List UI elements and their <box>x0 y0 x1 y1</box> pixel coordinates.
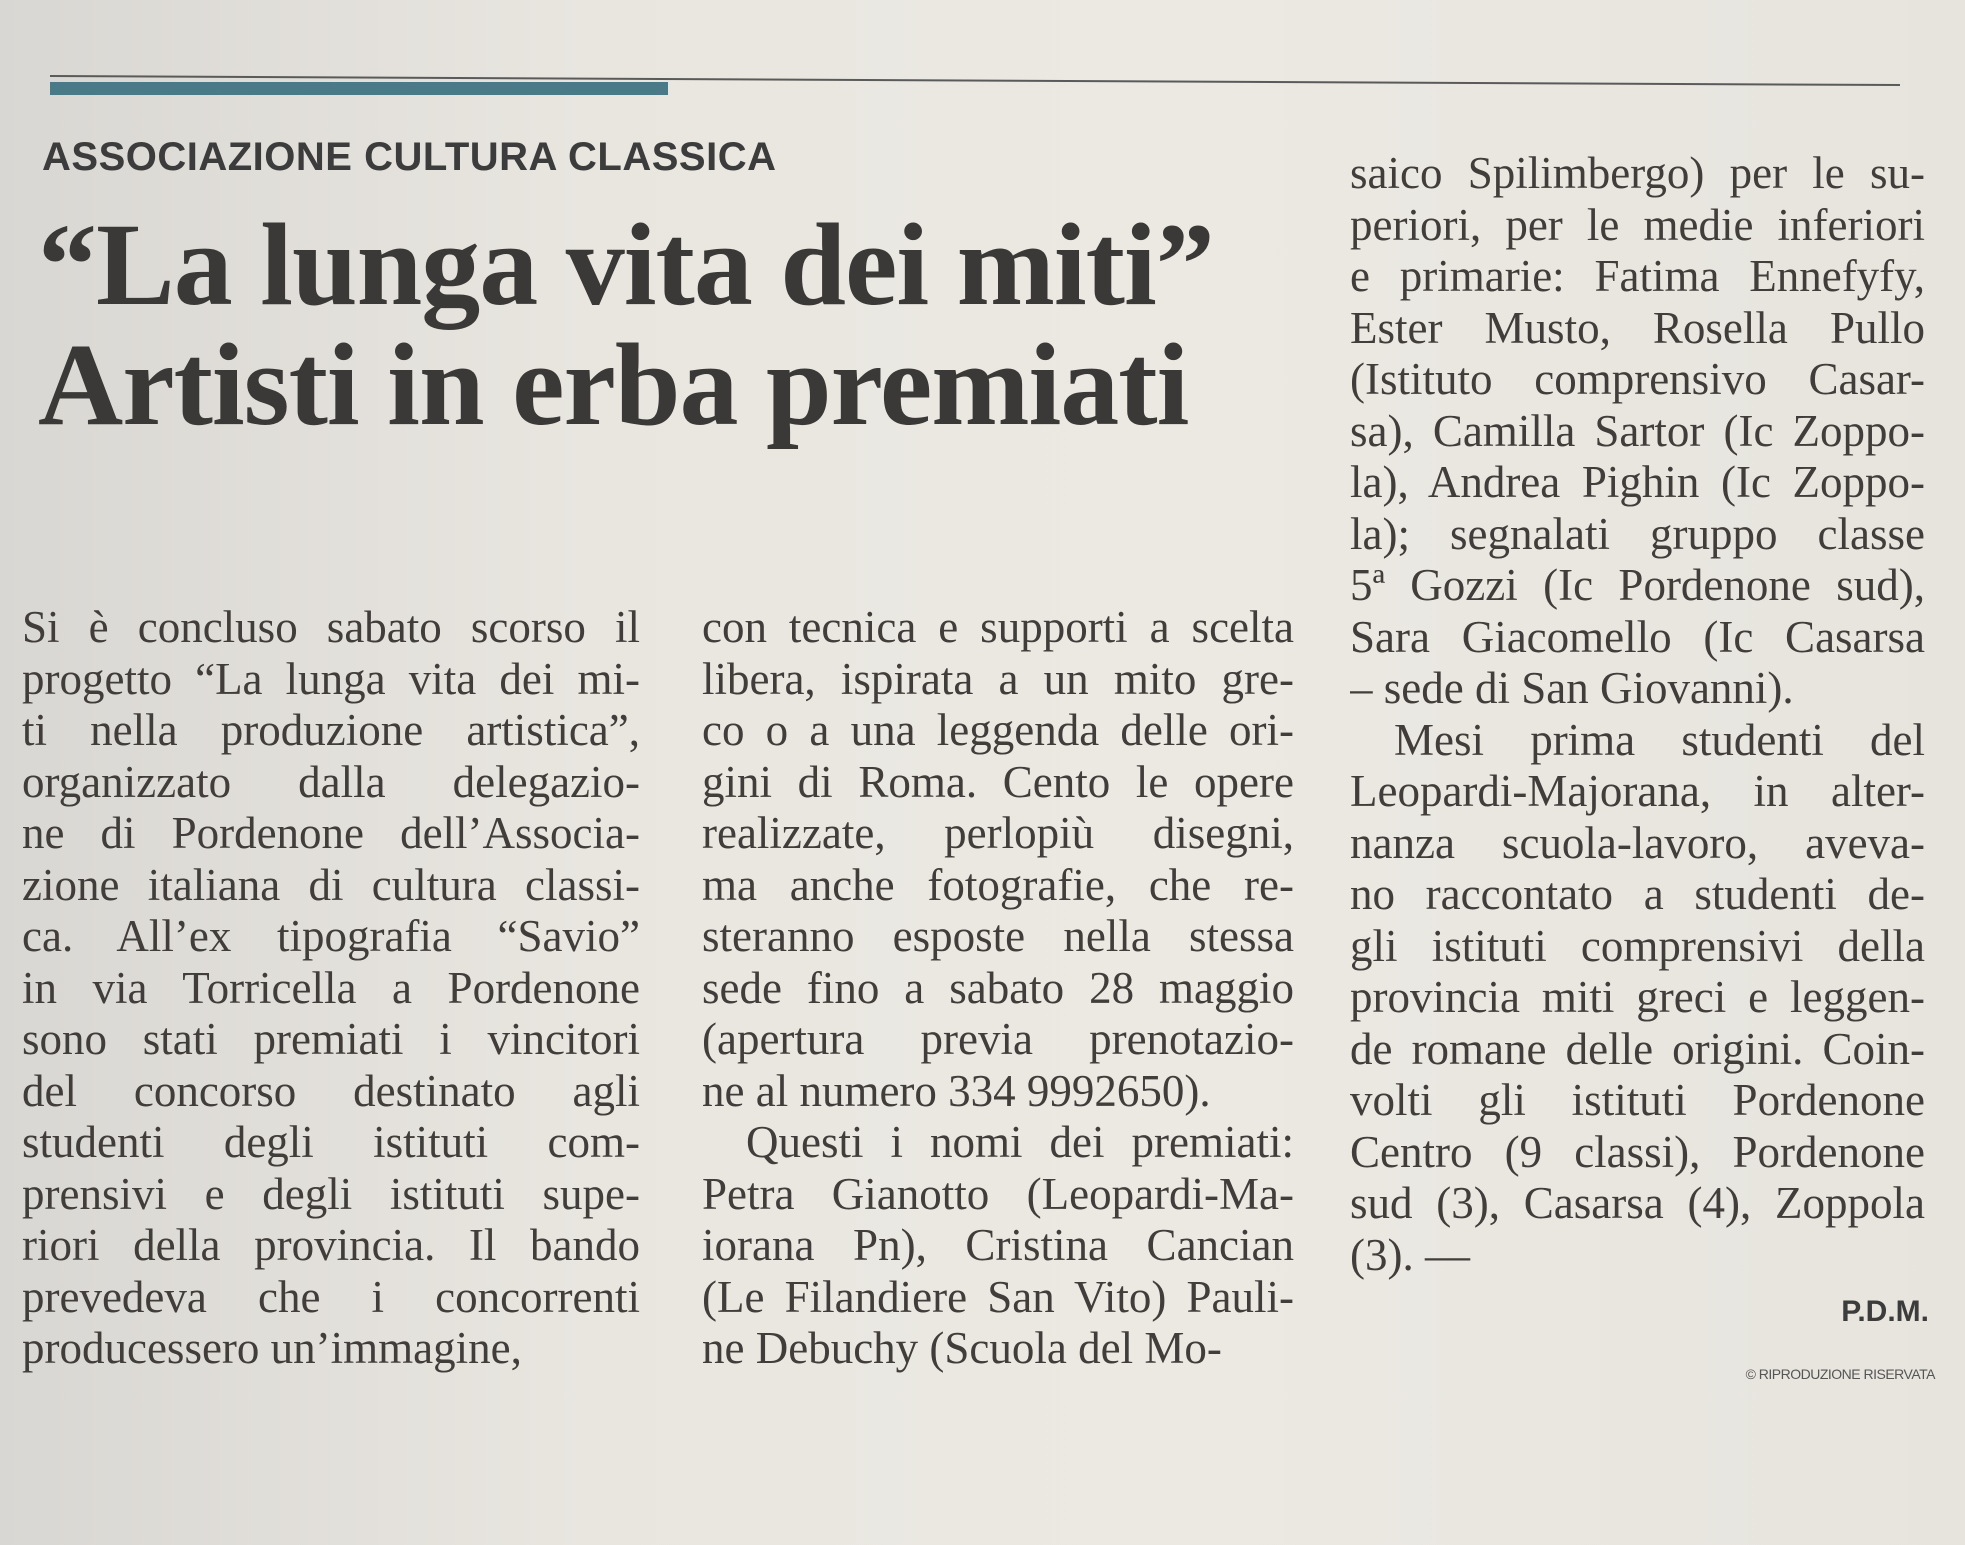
copyright-notice: © RIPRODUZIONE RISERVATA <box>1745 1366 1935 1382</box>
text-line: ne Debuchy (Scuola del Mo- <box>702 1323 1222 1373</box>
headline-line-1: “La lunga vita dei miti” <box>38 199 1214 330</box>
text-line: (3). — <box>1350 1229 1470 1280</box>
text-line: ma anche fotografie, che re- <box>702 859 1294 910</box>
text-line: libera, ispirata a un mito gre- <box>702 653 1294 704</box>
text-line: gli istituti comprensivi della <box>1350 920 1925 971</box>
text-line: periori, per le medie inferiori <box>1350 199 1925 250</box>
article-kicker: ASSOCIAZIONE CULTURA CLASSICA <box>42 135 777 179</box>
text-line: prensivi e degli istituti supe- <box>22 1168 640 1219</box>
text-line: nanza scuola-lavoro, aveva- <box>1350 817 1925 868</box>
text-line: co o a una leggenda delle ori- <box>702 705 1294 755</box>
section-accent-bar <box>50 82 668 95</box>
text-line: Sara Giacomello (Ic Casarsa <box>1350 611 1925 662</box>
text-line: progetto “La lunga vita dei mi- <box>22 653 640 704</box>
text-line: prevedeva che i concorrenti <box>22 1271 640 1322</box>
text-line: provincia miti greci e leggen- <box>1350 972 1925 1022</box>
text-line: no raccontato a studenti de- <box>1350 869 1925 919</box>
text-line: sede fino a sabato 28 maggio <box>702 962 1294 1013</box>
text-line: saico Spilimbergo) per le su- <box>1350 148 1925 198</box>
text-line: ne di Pordenone dell’Associa- <box>22 808 640 858</box>
text-line: iorana Pn), Cristina Cancian <box>702 1220 1294 1270</box>
body-column-3 <box>1350 148 1925 1281</box>
text-line: volti gli istituti Pordenone <box>1350 1075 1925 1125</box>
text-line: Ester Musto, Rosella Pullo <box>1350 302 1925 353</box>
text-line: in via Torricella a Pordenone <box>22 962 640 1013</box>
text-line: la); segnalati gruppo classe <box>1350 508 1925 559</box>
text-line: gini di Roma. Cento le opere <box>702 756 1294 807</box>
text-line: Petra Gianotto (Leopardi-Ma- <box>702 1168 1294 1219</box>
text-line: 5ª Gozzi (Ic Pordenone sud), <box>1350 560 1925 610</box>
text-line: sono stati premiati i vincitori <box>22 1014 640 1064</box>
text-line: (apertura previa prenotazio- <box>702 1014 1294 1064</box>
text-line: studenti degli istituti com- <box>22 1117 640 1167</box>
text-line: producessero un’immagine, <box>22 1323 522 1373</box>
text-line: sa), Camilla Sartor (Ic Zoppo- <box>1350 405 1925 456</box>
text-line: de romane delle origini. Coin- <box>1350 1023 1925 1074</box>
text-line: (Istituto comprensivo Casar- <box>1350 354 1925 404</box>
text-line: con tecnica e supporti a scelta <box>702 602 1294 652</box>
text-line: ti nella produzione artistica”, <box>22 705 640 755</box>
text-line: la), Andrea Pighin (Ic Zoppo- <box>1350 457 1925 507</box>
article-headline <box>38 199 1214 450</box>
text-line: del concorso destinato agli <box>22 1065 640 1116</box>
text-line: Leopardi-Majorana, in alter- <box>1350 766 1925 816</box>
text-line: organizzato dalla delegazio- <box>22 756 640 807</box>
text-line: steranno esposte nella stessa <box>702 911 1294 961</box>
text-line: Mesi prima studenti del <box>1394 714 1925 765</box>
text-line: ca. All’ex tipografia “Savio” <box>22 911 640 961</box>
author-initials: P.D.M. <box>1841 1295 1929 1328</box>
text-line: riori della provincia. Il bando <box>22 1220 640 1270</box>
text-line: sud (3), Casarsa (4), Zoppola <box>1350 1178 1925 1228</box>
text-line: ne al numero 334 9992650). <box>702 1065 1211 1116</box>
text-line: zione italiana di cultura classi- <box>22 859 640 910</box>
text-line: (Le Filandiere San Vito) Pauli- <box>702 1271 1294 1322</box>
headline-line-2: Artisti in erba premiati <box>38 319 1189 450</box>
text-line: e primarie: Fatima Ennefyfy, <box>1350 251 1925 301</box>
text-line: realizzate, perlopiù disegni, <box>702 808 1294 858</box>
text-line: Questi i nomi dei premiati: <box>746 1117 1294 1167</box>
text-line: Centro (9 classi), Pordenone <box>1350 1126 1925 1177</box>
body-column-1 <box>22 602 640 1375</box>
body-column-2 <box>702 602 1294 1375</box>
text-line: Si è concluso sabato scorso il <box>22 602 640 652</box>
text-line: – sede di San Giovanni). <box>1350 663 1794 713</box>
